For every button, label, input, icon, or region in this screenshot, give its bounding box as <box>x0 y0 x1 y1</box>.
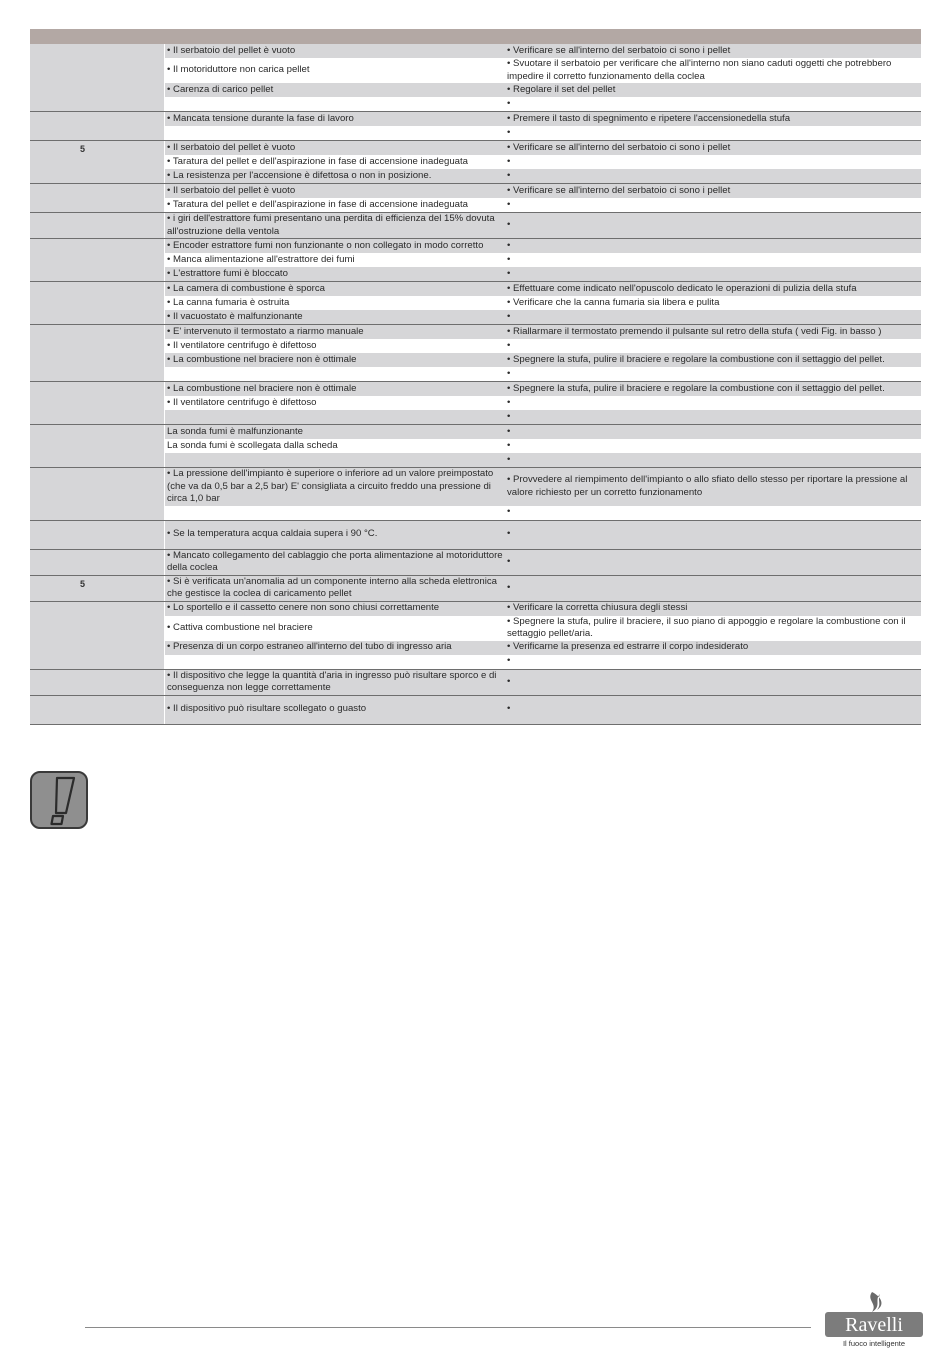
solution-cell: • Verificare che la canna fumaria sia libera e pulita <box>507 296 720 308</box>
table-row <box>165 396 921 410</box>
group-label-cell <box>30 550 165 575</box>
cause-cell: • Taratura del pellet e dell'aspirazione in fase di accensione inadeguata <box>167 155 469 167</box>
solution-cell: • <box>507 655 511 667</box>
group-label-cell <box>30 521 165 549</box>
solution-cell: • Effettuare come indicato nell'opuscolo dedicato le operazioni di pulizia della stufa <box>507 282 857 294</box>
table-header-bar <box>30 29 921 44</box>
troubleshooting-group <box>30 521 921 550</box>
cause-cell: • La combustione nel braciere non è ottimale <box>167 382 357 394</box>
table-row <box>165 184 921 198</box>
table-row <box>165 521 921 549</box>
table-row <box>165 253 921 267</box>
cause-cell: • Lo sportello e il cassetto cenere non sono chiusi correttamente <box>167 602 440 614</box>
solution-cell: • Verificarne la presenza ed estrarre il corpo indesiderato <box>507 641 749 653</box>
cause-cell: • Il serbatoio del pellet è vuoto <box>167 44 296 56</box>
table-row <box>165 239 921 253</box>
cause-cell: • La canna fumaria è ostruita <box>167 296 290 308</box>
table-row <box>165 126 921 140</box>
table-row <box>165 310 921 324</box>
table-row <box>165 44 921 58</box>
group-label-cell <box>30 282 165 324</box>
solution-cell: • <box>507 169 511 181</box>
cause-cell: • Il serbatoio del pellet è vuoto <box>167 141 296 153</box>
cause-cell: • Se la temperatura acqua caldaia supera i 90 °C. <box>167 528 378 540</box>
cause-cell: • La pressione dell'impianto è superiore o inferiore ad un valore preimpostato (che va da 0,5 bar a 2,5 bar) E' consigliata a circuito freddo una pressione di circa 1,0 bar <box>167 468 494 504</box>
solution-cell: • <box>507 126 511 138</box>
solution-cell: • Spegnere la stufa, pulire il braciere e regolare la combustione con il settaggio del pellet. <box>507 353 885 365</box>
flame-icon <box>870 1292 881 1312</box>
logo-tagline: Il fuoco intelligente <box>842 1339 906 1348</box>
troubleshooting-group <box>30 282 921 325</box>
table-row <box>165 325 921 339</box>
troubleshooting-group <box>30 213 921 239</box>
group-label-cell <box>30 44 165 111</box>
solution-cell: • <box>507 198 511 210</box>
solution-cell: • <box>507 155 511 167</box>
solution-cell: • Spegnere la stufa, pulire il braciere e regolare la combustione con il settaggio del pellet. <box>507 382 885 394</box>
table-row <box>165 439 921 453</box>
troubleshooting-group <box>30 550 921 576</box>
cause-cell: • L'estrattore fumi è bloccato <box>167 267 288 279</box>
group-label: 5 <box>79 144 85 154</box>
cause-cell: • Encoder estrattore fumi non funzionante o non collegato in modo corretto <box>167 239 484 251</box>
table-row <box>165 453 921 467</box>
cause-cell: • Si è verificata un'anomalia ad un componente interno alla scheda elettronica che gestisce la coclea di caricamento pellet <box>167 575 497 599</box>
solution-cell: • Premere il tasto di spegnimento e ripetere l'accensionedella stufa <box>507 112 791 124</box>
solution-cell: • <box>507 439 511 451</box>
cause-cell: La sonda fumi è scollegata dalla scheda <box>167 439 338 451</box>
table-row <box>165 97 921 111</box>
table-row <box>165 550 921 575</box>
solution-cell: • <box>507 506 511 518</box>
solution-cell: • <box>507 453 511 465</box>
cause-cell: • Il vacuostato è malfunzionante <box>167 310 303 322</box>
troubleshooting-group <box>30 602 921 670</box>
table-row <box>165 506 921 520</box>
group-label: 5 <box>79 578 85 589</box>
table-row <box>165 169 921 183</box>
table-row <box>165 353 921 367</box>
cause-cell: • Cattiva combustione nel braciere <box>167 621 313 633</box>
solution-cell: • <box>507 97 511 109</box>
group-label-cell <box>30 602 165 669</box>
troubleshooting-group <box>30 382 921 425</box>
solution-cell: • <box>507 339 511 351</box>
troubleshooting-group <box>30 325 921 382</box>
group-label-cell <box>30 576 165 601</box>
table-row <box>165 282 921 296</box>
solution-cell: • <box>507 425 511 437</box>
table-row <box>165 616 921 641</box>
group-label-cell <box>30 141 165 183</box>
table-row <box>165 339 921 353</box>
cause-cell: • Mancata tensione durante la fase di lavoro <box>167 112 354 124</box>
table-row <box>165 141 921 155</box>
troubleshooting-group <box>30 112 921 141</box>
cause-cell: • Il ventilatore centrifugo è difettoso <box>167 396 317 408</box>
group-label-cell <box>30 213 165 238</box>
solution-cell: • Regolare il set del pellet <box>507 83 616 95</box>
solution-cell: • <box>507 253 511 265</box>
cause-cell: • La resistenza per l'accensione è difettosa o non in posizione. <box>167 169 432 181</box>
footer-divider <box>85 1327 811 1328</box>
table-row <box>165 468 921 506</box>
solution-cell: • <box>507 219 511 231</box>
cause-cell: • i giri dell'estrattore fumi presentano una perdita di efficienza del 15% dovuta all'ostruzione della ventola <box>167 213 495 237</box>
group-label-cell <box>30 468 165 520</box>
solution-cell: • Verificare se all'interno del serbatoio ci sono i pellet <box>507 141 731 153</box>
table-row <box>165 576 921 601</box>
solution-cell: • Provvedere al riempimento dell'impianto o allo sfiato dello stesso per riportare la pressione al valore richiesto per un corretto funzionamento <box>507 474 908 498</box>
table-row <box>165 410 921 424</box>
exclamation-warning-icon <box>30 771 88 829</box>
cause-cell: • Mancato collegamento del cablaggio che porta alimentazione al motoriduttore della coclea <box>167 549 503 573</box>
solution-cell: • <box>507 703 511 715</box>
table-row <box>165 213 921 238</box>
group-label-cell <box>30 184 165 212</box>
solution-cell: • <box>507 555 511 567</box>
cause-cell: • Il serbatoio del pellet è vuoto <box>167 184 296 196</box>
logo-brand-text: Ravelli <box>845 1314 903 1336</box>
solution-cell: • <box>507 581 511 593</box>
solution-cell: • Verificare se all'interno del serbatoio ci sono i pellet <box>507 44 731 56</box>
table-row <box>165 670 921 695</box>
table-row <box>165 83 921 97</box>
brand-logo <box>822 1290 926 1350</box>
solution-cell: • <box>507 396 511 408</box>
cause-cell: • E' intervenuto il termostato a riarmo manuale <box>167 325 364 337</box>
solution-cell: • <box>507 267 511 279</box>
group-label-cell <box>30 382 165 424</box>
solution-cell: • <box>507 410 511 422</box>
group-label-cell <box>30 239 165 281</box>
troubleshooting-group <box>30 141 921 184</box>
table-body <box>30 44 921 725</box>
cause-cell: • Manca alimentazione all'estrattore dei fumi <box>167 253 355 265</box>
table-row <box>165 696 921 724</box>
table-row <box>165 655 921 669</box>
troubleshooting-group <box>30 184 921 213</box>
table-row <box>165 267 921 281</box>
solution-cell: • Verificare se all'interno del serbatoio ci sono i pellet <box>507 184 731 196</box>
solution-cell: • <box>507 675 511 687</box>
table-row <box>165 58 921 83</box>
solution-cell: • <box>507 239 511 251</box>
table-row <box>165 382 921 396</box>
troubleshooting-group <box>30 44 921 112</box>
cause-cell: • Il dispositivo che legge la quantità d'aria in ingresso può risultare sporco e di conseguenza non legge correttamente <box>167 669 497 693</box>
cause-cell: • Taratura del pellet e dell'aspirazione in fase di accensione inadeguata <box>167 198 469 210</box>
solution-cell: • Spegnere la stufa, pulire il braciere, il suo piano di appoggio e regolare la combustione con il settaggio pellet/aria. <box>507 615 906 639</box>
table-row <box>165 198 921 212</box>
troubleshooting-table <box>30 29 921 725</box>
cause-cell: • Il dispositivo può risultare scollegato o guasto <box>167 703 367 715</box>
cause-cell: • Il ventilatore centrifugo è difettoso <box>167 339 317 351</box>
cause-cell: • Presenza di un corpo estraneo all'interno del tubo di ingresso aria <box>167 641 452 653</box>
solution-cell: • Verificare la corretta chiusura degli stessi <box>507 602 688 614</box>
cause-cell: • La camera di combustione è sporca <box>167 282 326 294</box>
table-row <box>165 296 921 310</box>
troubleshooting-group <box>30 468 921 521</box>
table-row <box>165 112 921 126</box>
solution-cell: • <box>507 367 511 379</box>
troubleshooting-group <box>30 239 921 282</box>
cause-cell: • Il motoriduttore non carica pellet <box>167 64 310 76</box>
group-label-cell <box>30 696 165 724</box>
solution-cell: • Svuotare il serbatoio per verificare che all'interno non siano caduti oggetti che potrebbero impedire il corretto funzionamento della coclea <box>507 58 892 82</box>
group-label-cell <box>30 112 165 140</box>
group-label-cell <box>30 670 165 695</box>
troubleshooting-group <box>30 425 921 468</box>
table-row <box>165 425 921 439</box>
group-label-cell <box>30 425 165 467</box>
troubleshooting-group <box>30 670 921 696</box>
cause-cell: • Carenza di carico pellet <box>167 83 274 95</box>
table-row <box>165 641 921 655</box>
table-row <box>165 367 921 381</box>
troubleshooting-group <box>30 696 921 725</box>
table-row <box>165 602 921 616</box>
solution-cell: • <box>507 528 511 540</box>
cause-cell: • La combustione nel braciere non è ottimale <box>167 353 357 365</box>
cause-cell: La sonda fumi è malfunzionante <box>167 425 303 437</box>
solution-cell: • Riallarmare il termostato premendo il pulsante sul retro della stufa ( vedi Fig. in basso ) <box>507 325 882 337</box>
table-row <box>165 155 921 169</box>
group-label-cell <box>30 325 165 381</box>
solution-cell: • <box>507 310 511 322</box>
troubleshooting-group <box>30 576 921 602</box>
